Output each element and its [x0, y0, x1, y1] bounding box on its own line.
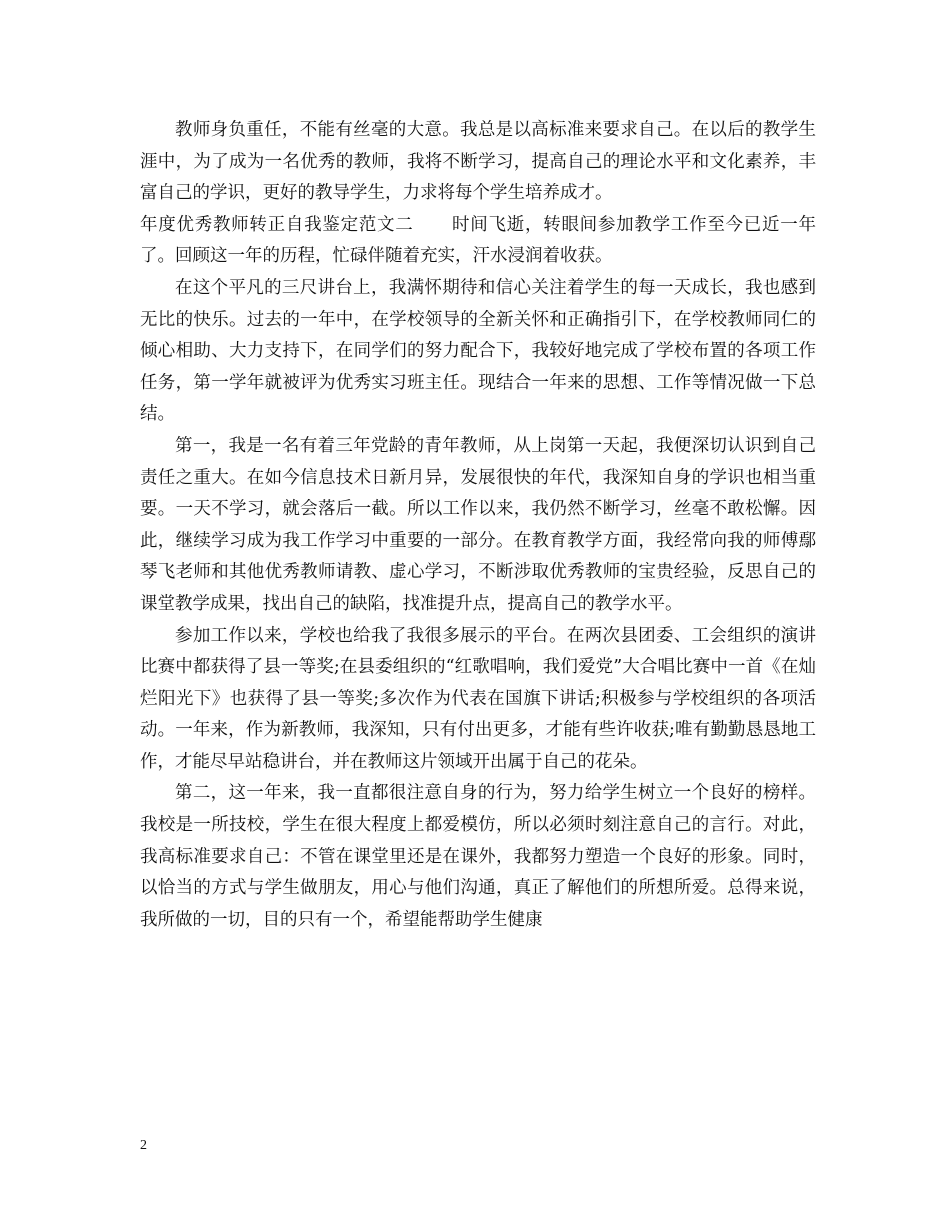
section-heading: 年度优秀教师转正自我鉴定范文二 [140, 214, 414, 235]
paragraph-1: 教师身负重任，不能有丝毫的大意。我总是以高标准来要求自己。在以后的教学生涯中，为了成为一名优秀的教师，我将不断学习，提高自己的理论水平和文化素养，丰富自己的学识，更好的教导学生，力求将每个学生培养成才。 [140, 120, 816, 204]
paragraph-5: 参加工作以来，学校也给我了我很多展示的平台。在两次县团委、工会组织的演讲比赛中都获得了县一等奖;在县委组织的“红歌唱响，我们爱党”大合唱比赛中一首《在灿烂阳光下》也获得了县一等奖;多次作为代表在国旗下讲话;积极参与学校组织的各项活动。一年来，作为新教师，我深知，只有付出更多，才能有些许收获;唯有勤勤恳恳地工作，才能尽早站稳讲台，并在教师这片领域开出属于自己的花朵。 [140, 625, 816, 772]
paragraph-2 [140, 210, 816, 273]
paragraph-2-text: 时间飞逝，转眼间参加教学工作至今已近一年了。回顾这一年的历程，忙碌伴随着充实，汗水浸润着收获。 [140, 214, 817, 267]
document-body [140, 115, 816, 936]
page-number: 2 [140, 1138, 147, 1153]
paragraph-4: 第一，我是一名有着三年党龄的青年教师，从上岗第一天起，我便深切认识到自己责任之重大。在如今信息技术日新月异，发展很快的年代，我深知自身的学识也相当重要。一天不学习，就会落后一截。所以工作以来，我仍然不断学习，丝毫不敢松懈。因此，继续学习成为我工作学习中重要的一部分。在教育教学方面，我经常向我的师傅鄢琴飞老师和其他优秀教师请教、虚心学习，不断涉取优秀教师的宝贵经验，反思自己的课堂教学成果，找出自己的缺陷，找准提升点，提高自己的教学水平。 [140, 435, 816, 614]
paragraph-6: 第二，这一年来，我一直都很注意自身的行为，努力给学生树立一个良好的榜样。我校是一所技校，学生在很大程度上都爱模仿，所以必须时刻注意自己的言行。对此，我高标准要求自己：不管在课堂里还是在课外，我都努力塑造一个良好的形象。同时，以恰当的方式与学生做朋友，用心与他们沟通，真正了解他们的所想所爱。总得来说，我所做的一切，目的只有一个，希望能帮助学生健康 [140, 783, 816, 930]
paragraph-3: 在这个平凡的三尺讲台上，我满怀期待和信心关注着学生的每一天成长，我也感到无比的快乐。过去的一年中，在学校领导的全新关怀和正确指引下，在学校教师同仁的倾心相助、大力支持下，在同学们的努力配合下，我较好地完成了学校布置的各项工作任务，第一学年就被评为优秀实习班主任。现结合一年来的思想、工作等情况做一下总结。 [140, 277, 816, 425]
